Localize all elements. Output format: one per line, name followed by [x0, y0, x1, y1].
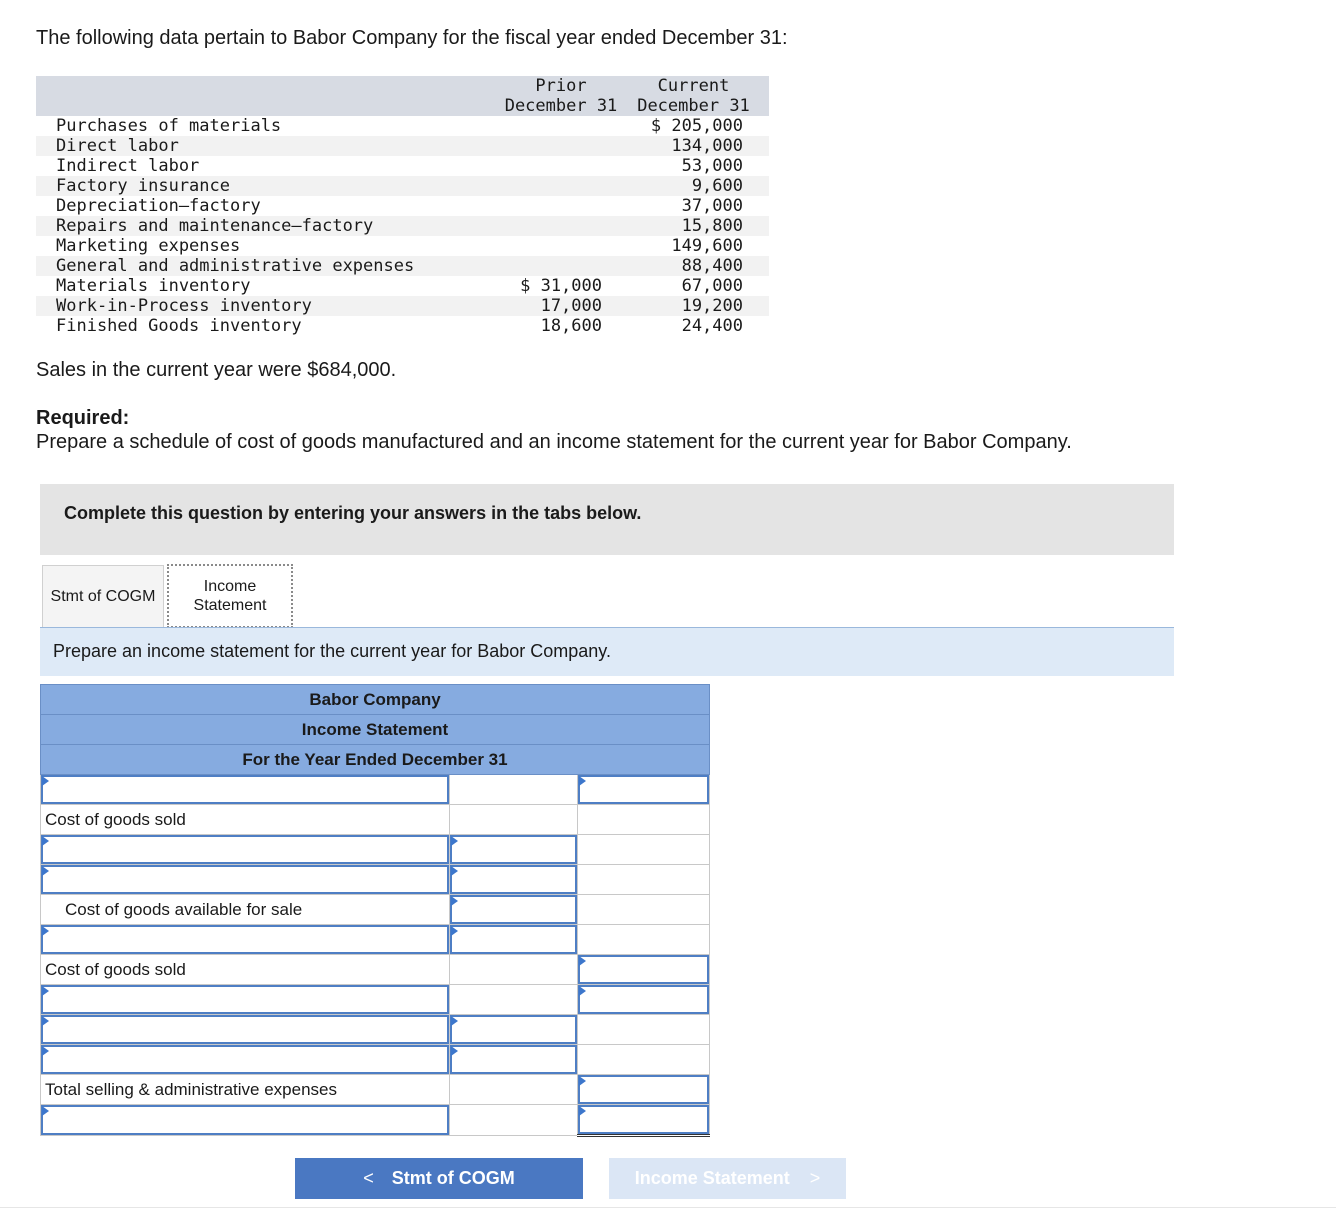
table-row [41, 1105, 710, 1136]
amount-input[interactable] [450, 1045, 578, 1075]
data-table-row [36, 316, 769, 336]
divider [0, 1207, 1336, 1208]
required-text: Prepare a schedule of cost of goods manufactured and an income statement for the current year for Babor Company. [36, 431, 1072, 453]
problem-intro: The following data pertain to Babor Company for the fiscal year ended December 31: [36, 27, 788, 49]
amount-cell [450, 985, 578, 1015]
table-row [41, 925, 710, 955]
data-table-row [36, 216, 769, 236]
data-row-prior [504, 136, 618, 156]
table-row [41, 955, 710, 985]
income-statement-table [40, 684, 710, 1137]
label-input[interactable] [41, 1015, 450, 1045]
data-table-row [36, 256, 769, 276]
tab-income-statement-label-line2: Statement [193, 597, 267, 614]
amount-input[interactable] [450, 895, 578, 925]
given-data-table [36, 76, 769, 336]
data-row-current: 9,600 [618, 176, 769, 196]
amount-cell [450, 1105, 578, 1136]
data-row-current: $ 205,000 [650, 116, 743, 136]
tab-income-statement-label-line1: Income [203, 578, 257, 595]
data-table-row [36, 296, 769, 316]
amount-cell [450, 955, 578, 985]
total-input[interactable] [578, 1075, 710, 1105]
cogas-label: Cost of goods available for sale [41, 895, 450, 925]
total-input[interactable] [578, 955, 710, 985]
cogs-heading-label: Cost of goods sold [41, 805, 450, 835]
next-tab-button-label: Income Statement [634, 1168, 790, 1188]
col-current-line1: Current [618, 76, 769, 96]
data-row-prior [504, 156, 618, 176]
table-row [41, 1075, 710, 1105]
chevron-left-icon: < [363, 1168, 374, 1188]
total-input[interactable] [578, 1105, 710, 1136]
data-row-prior [504, 176, 618, 196]
data-row-label: Work-in-Process inventory [36, 296, 504, 316]
data-row-current: 67,000 [681, 276, 743, 296]
data-row-prior: 18,600 [540, 316, 602, 336]
tab-stmt-of-cogm-label: Stmt of COGM [50, 587, 156, 605]
table-row [41, 1015, 710, 1045]
label-input[interactable] [41, 1105, 450, 1136]
data-row-label: Materials inventory [56, 276, 251, 296]
label-input[interactable] [41, 985, 450, 1015]
amount-input[interactable] [450, 925, 578, 955]
data-row-prior [504, 256, 618, 276]
chevron-right-icon: > [809, 1168, 821, 1188]
data-row-label: Marketing expenses [56, 236, 241, 256]
next-tab-button[interactable] [609, 1158, 846, 1199]
amount-input[interactable] [450, 865, 578, 895]
data-row-current: 149,600 [671, 236, 743, 256]
col-prior-line2: December 31 [504, 96, 618, 116]
statement-company: Babor Company [41, 685, 710, 715]
banner-text: Complete this question by entering your answers in the tabs below. [64, 503, 642, 523]
prev-tab-button[interactable] [295, 1158, 583, 1199]
amount-cell [450, 805, 578, 835]
table-row [41, 865, 710, 895]
table-row [41, 835, 710, 865]
data-row-prior: 17,000 [504, 296, 618, 316]
label-input[interactable] [41, 835, 450, 865]
table-row [41, 985, 710, 1015]
data-table-row [36, 236, 769, 256]
tab-income-statement[interactable] [167, 564, 293, 628]
total-cell [578, 835, 710, 865]
cogs-total-label: Cost of goods sold [41, 955, 450, 985]
data-table-header-row-2 [36, 96, 769, 116]
total-sga-label: Total selling & administrative expenses [41, 1075, 450, 1105]
amount-input[interactable] [450, 835, 578, 865]
total-cell [578, 805, 710, 835]
statement-period: For the Year Ended December 31 [41, 745, 710, 775]
label-input[interactable] [41, 775, 450, 805]
instruction-banner [40, 484, 1174, 555]
required-heading: Required: [36, 407, 130, 429]
statement-title: Income Statement [41, 715, 710, 745]
tab-stmt-of-cogm[interactable] [42, 565, 164, 627]
prev-tab-button-label: Stmt of COGM [391, 1168, 515, 1188]
data-row-label: Factory insurance [36, 176, 504, 196]
data-row-label: Purchases of materials [56, 116, 282, 136]
data-row-current: 37,000 [681, 196, 743, 216]
data-table-row [36, 136, 769, 156]
table-row [41, 805, 710, 835]
data-row-label: Repairs and maintenance—factory [36, 216, 504, 236]
data-row-current: 15,800 [618, 216, 769, 236]
data-table-row [36, 176, 769, 196]
data-row-prior [504, 116, 618, 136]
table-row [41, 895, 710, 925]
amount-input[interactable] [450, 1015, 578, 1045]
data-table-row [36, 156, 769, 176]
data-row-prior [504, 216, 618, 236]
col-prior-line1: Prior [504, 76, 618, 96]
data-table-row [36, 196, 769, 216]
amount-cell [450, 1075, 578, 1105]
data-row-label: General and administrative expenses [36, 256, 504, 276]
tab-instruction [40, 627, 1174, 676]
data-row-prior [504, 196, 618, 216]
label-input[interactable] [41, 865, 450, 895]
data-row-current: 88,400 [618, 256, 769, 276]
data-row-label: Depreciation—factory [56, 196, 261, 216]
data-row-current: 134,000 [618, 136, 769, 156]
amount-cell [450, 775, 578, 805]
total-cell [578, 1045, 710, 1075]
sales-text: Sales in the current year were $684,000. [36, 359, 397, 381]
data-row-current: 53,000 [681, 156, 743, 176]
total-cell [578, 1015, 710, 1045]
total-cell [578, 865, 710, 895]
data-row-label: Direct labor [36, 136, 504, 156]
data-row-prior: $ 31,000 [520, 276, 602, 296]
col-current-line2: December 31 [618, 96, 769, 116]
tab-instruction-text: Prepare an income statement for the current year for Babor Company. [53, 641, 611, 661]
data-table-row [36, 116, 769, 136]
data-row-prior [504, 236, 618, 256]
data-row-current: 24,400 [681, 316, 743, 336]
data-table-header-row-1 [36, 76, 769, 96]
total-input[interactable] [578, 985, 710, 1015]
data-row-current: 19,200 [618, 296, 769, 316]
table-row [41, 775, 710, 805]
total-cell [578, 925, 710, 955]
total-input[interactable] [578, 775, 710, 805]
data-row-label: Finished Goods inventory [56, 316, 302, 336]
data-table-row [36, 276, 769, 296]
data-row-label: Indirect labor [56, 156, 200, 176]
label-input[interactable] [41, 1045, 450, 1075]
table-row [41, 1045, 710, 1075]
label-input[interactable] [41, 925, 450, 955]
total-cell [578, 895, 710, 925]
